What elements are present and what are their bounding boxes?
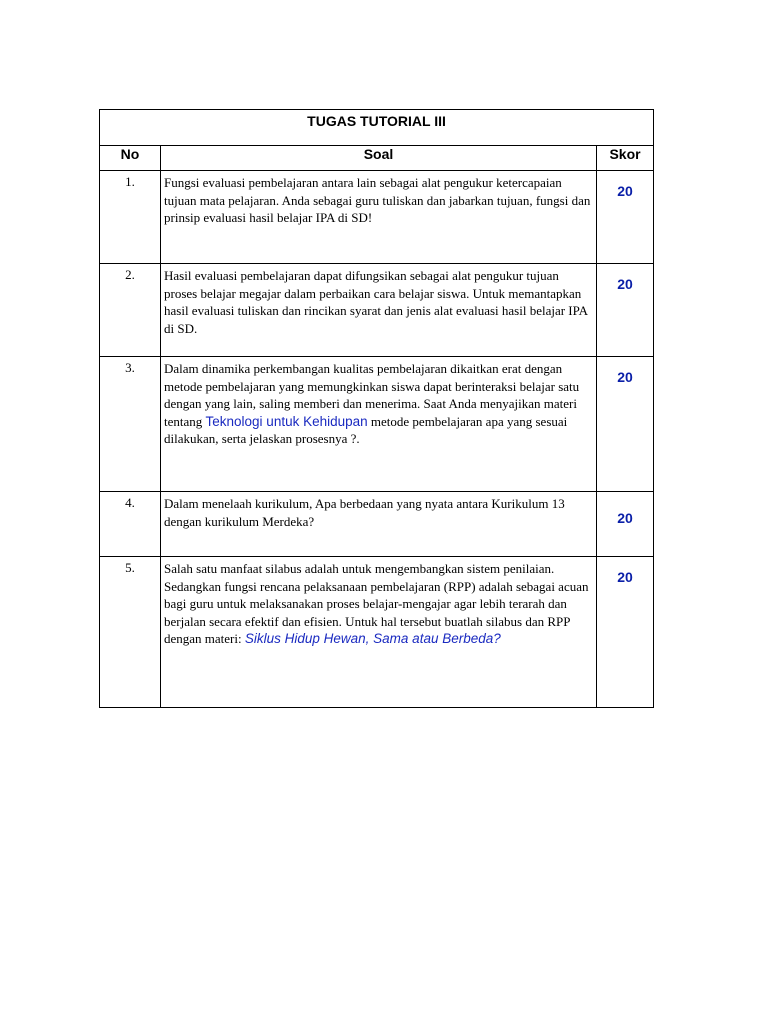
title-row	[100, 110, 654, 146]
header-soal: Soal	[161, 146, 597, 171]
header-row	[100, 146, 654, 171]
table-row	[100, 492, 654, 557]
question-text	[161, 557, 597, 708]
header-no: No	[100, 146, 161, 171]
question-text-part: Dalam dinamika perkembangan kualitas pembelajaran dikaitkan erat dengan metode pembelajaran yang memungkinkan siswa dapat berinteraksi belajar satu dengan yang lain, saling memberi dan menerima. Saat Anda menyajikan materi tentang	[164, 361, 580, 429]
table-title: TUGAS TUTORIAL III	[307, 113, 446, 129]
question-text	[161, 357, 597, 492]
score-value: 20	[597, 492, 654, 557]
row-number: 4.	[100, 492, 161, 557]
question-text: Dalam menelaah kurikulum, Apa berbedaan yang nyata antara Kurikulum 13 dengan kurikulum Merdeka?	[161, 492, 597, 557]
row-number: 5.	[100, 557, 161, 708]
table-row	[100, 357, 654, 492]
table-row	[100, 557, 654, 708]
row-number: 3.	[100, 357, 161, 492]
score-value: 20	[597, 357, 654, 492]
table-row	[100, 171, 654, 264]
topic-highlight: Siklus Hidup Hewan, Sama atau Berbeda?	[244, 631, 501, 646]
score-value: 20	[597, 557, 654, 708]
row-number: 1.	[100, 171, 161, 264]
question-text: Fungsi evaluasi pembelajaran antara lain sebagai alat pengukur ketercapaian tujuan mata pelajaran. Anda sebagai guru tuliskan dan jabarkan tujuan, fungsi dan prinsip evaluasi hasil belajar IPA di SD!	[161, 171, 597, 264]
question-text-part: metode pembelajaran apa yang sesuai dilakukan, serta jelaskan prosesnya ?.	[164, 413, 568, 446]
score-value: 20	[597, 264, 654, 357]
score-value: 20	[597, 171, 654, 264]
tutorial-table	[99, 109, 654, 708]
row-number: 2.	[100, 264, 161, 357]
question-text: Hasil evaluasi pembelajaran dapat difungsikan sebagai alat pengukur tujuan proses belajar megajar dalam perbaikan cara belajar siswa. Untuk memantapkan hasil evaluasi tuliskan dan rincikan syarat dan jenis alat evaluasi hasil belajar IPA di SD.	[161, 264, 597, 357]
topic-highlight: Teknologi untuk Kehidupan	[205, 413, 368, 429]
table-row	[100, 264, 654, 357]
header-skor: Skor	[597, 146, 654, 171]
question-text-part: Salah satu manfaat silabus adalah untuk mengembangkan sistem penilaian. Sedangkan fungsi rencana pelaksanaan pembelajaran (RPP) adalah sebagai acuan bagi guru untuk melaksanakan proses belajar-mengajar agar lebih terarah dan berjalan secara efektif dan efisien. Untuk hal tersebut buatlah silabus dan RPP dengan materi:	[164, 561, 589, 646]
